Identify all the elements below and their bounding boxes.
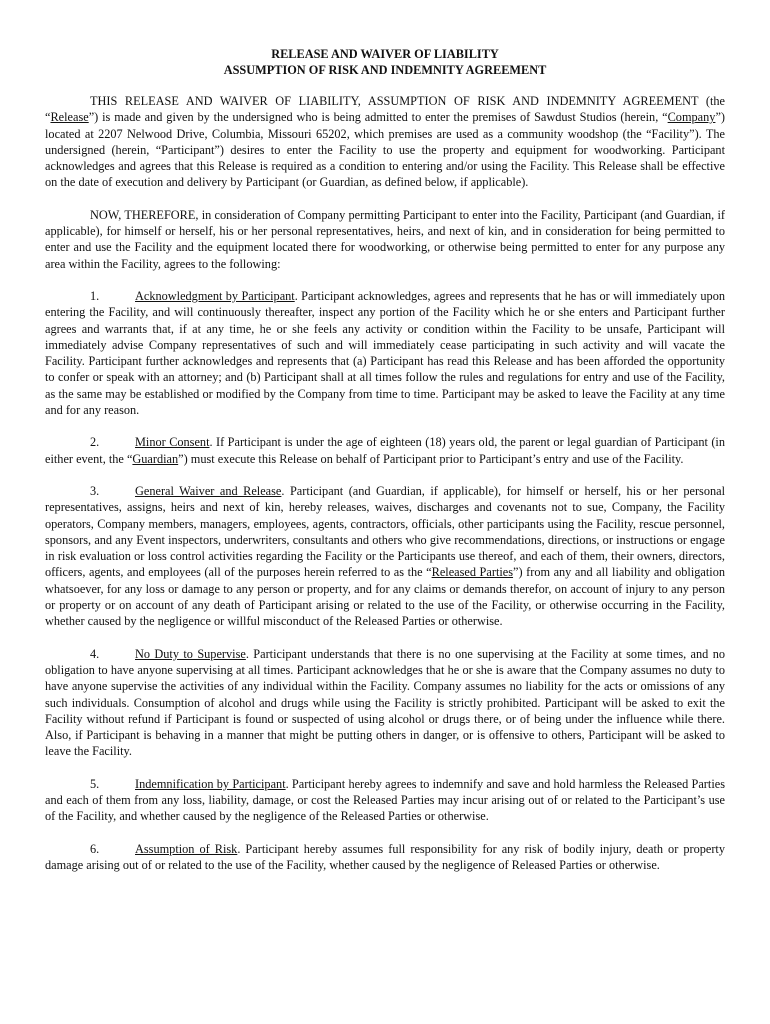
section-number: 6. <box>90 841 100 856</box>
intro-paragraph <box>45 93 725 191</box>
section-3 <box>45 483 725 630</box>
title-line-1: RELEASE AND WAIVER OF LIABILITY <box>271 47 499 61</box>
section-heading: Acknowledgment by Participant <box>135 288 295 303</box>
now-therefore-paragraph: NOW, THEREFORE, in consideration of Company permitting Participant to enter into the Facility, Participant (and Guardian, if applicable), for himself or herself, his or her personal representatives, heirs, and next of kin, and in consideration for being permitted to enter and use the Facility and the equipment located there for woodworking, or otherwise being permitted to enter for any purpose any area within the Facility, agrees to the following: <box>45 207 725 271</box>
section-2 <box>45 434 725 467</box>
section-text: . Participant understands that there is no one supervising at the Facility at some times, and no obligation to have anyone supervising at all times. Participant acknowledges that he or she is aware that the Company assumes no duty to have anyone supervise the activities of any individual within the Facility. Company assumes no liability for the acts or omissions of any such individuals. Consumption of alcohol and drugs while using the Facility is strictly prohibited. Participant will be asked to exit the Facility without refund if Participant is found or suspected of using alcohol or drugs there, or of being under the influence while there. Also, if Participant is behaving in a manner that might be putting others in danger, or is offensive to others, Participant will be asked to leave the Facility. <box>45 646 725 759</box>
section-number: 1. <box>90 288 100 303</box>
section-text: . Participant acknowledges, agrees and represents that he has or will immediately upon entering the Facility, and will continuously thereafter, inspect any portion of the Facility which he or she enters and Participant further agrees and warrants that, if at any time, he or she feels any activity or condition within the Facility to be unsafe, Participant will immediately advise Company representatives of such and will immediately cease participating in such activity and will vacate the Facility. Participant further acknowledges and represents that (a) Participant has read this Release and has been afforded the opportunity to confer or speak with an attorney; and (b) Participant shall at all times follow the rules and regulations for entry and use of the Facility, as the same may be established or modified by the Company from time to time. Participant may be asked to leave the Facility at any time and for any reason. <box>45 288 726 418</box>
section-6 <box>45 841 725 874</box>
title-line-2: ASSUMPTION OF RISK AND INDEMNITY AGREEMENT <box>223 62 547 77</box>
section-text-continued: ”) from any and all liability and obligation whatsoever, for any loss or damage to any person or property, and for any claims or demands therefor, on account of injury to any person or property or on account of any death of Participant arising or related to the use of the Facility, or otherwise occurring in the Facility, whether caused by the negligence or willful misconduct of the Released Parties or otherwise. <box>45 565 725 629</box>
section-heading: Indemnification by Participant <box>135 776 286 791</box>
section-heading: Assumption of Risk <box>135 841 238 856</box>
agreement-page <box>45 47 725 889</box>
section-text-continued: ”) must execute this Release on behalf of Participant prior to Participant’s entry and use of the Facility. <box>178 451 684 466</box>
intro-text-2: ”) is made and given by the undersigned who is being admitted to enter the premises of Sawdust Studios (herein, “ <box>88 110 668 125</box>
section-heading: General Waiver and Release <box>135 483 282 498</box>
section-text: . Participant (and Guardian, if applicable), for himself or herself, his or her personal representatives, assigns, heirs and next of kin, hereby releases, waives, discharges and covenants not to sue, Company, the Facility operators, Company members, managers, employees, agents, contractors, officials, other participants using the Facility, rescue personnel, sponsors, and any Event inspectors, underwriters, consultants and others who give recommendations, directions, or instructions or engage in risk evaluation or loss control activities regarding the Facility or the Participants use thereof, and each of them, their owners, directors, officers, agents, and employees (all of the purposes herein referred to as the “ <box>45 483 725 580</box>
defined-term-company: Company <box>667 110 716 125</box>
section-text: . If Participant is under the age of eighteen (18) years old, the parent or legal guardian of Participant (in either event, the “ <box>45 435 725 466</box>
section-text: . Participant hereby agrees to indemnify and save and hold harmless the Released Parties and each of them from any loss, liability, damage, or cost the Released Parties may incur arising out of or related to the Participant’s use of the Facility, and whether caused by the negligence of the Released Parties or otherwise. <box>45 776 725 824</box>
section-number: 3. <box>90 483 100 498</box>
intro-text-1: THIS RELEASE AND WAIVER OF LIABILITY, ASSUMPTION OF RISK AND INDEMNITY AGREEMENT (the “ <box>45 94 725 125</box>
defined-term-guardian: Guardian <box>132 451 179 466</box>
section-number: 5. <box>90 776 100 791</box>
section-text: . Participant hereby assumes full responsibility for any risk of bodily injury, death or property damage arising out of or related to the use of the Facility, whether caused by the negligence of Released Parties or otherwise. <box>45 841 725 872</box>
section-heading: Minor Consent <box>135 435 210 450</box>
document-title <box>45 47 725 78</box>
section-5 <box>45 776 725 825</box>
section-4 <box>45 646 725 760</box>
section-number: 4. <box>90 646 100 661</box>
defined-term-release: Release <box>50 110 89 125</box>
section-heading: No Duty to Supervise <box>135 646 246 661</box>
intro-text-3: ”) located at 2207 Nelwood Drive, Columbia, Missouri 65202, which premises are used as a community woodshop (the “Facility”). The undersigned (herein, “Participant”) desires to enter the Facility to use the property and equipment for woodworking. Participant acknowledges and agrees that this Release is required as a condition to entering and/or using the Facility. This Release shall be effective on the date of execution and delivery by Participant (or Guardian, as defined below, if applicable). <box>45 110 725 190</box>
defined-term-released-parties: Released Parties <box>431 565 514 580</box>
section-number: 2. <box>90 435 100 450</box>
section-1 <box>45 288 725 418</box>
